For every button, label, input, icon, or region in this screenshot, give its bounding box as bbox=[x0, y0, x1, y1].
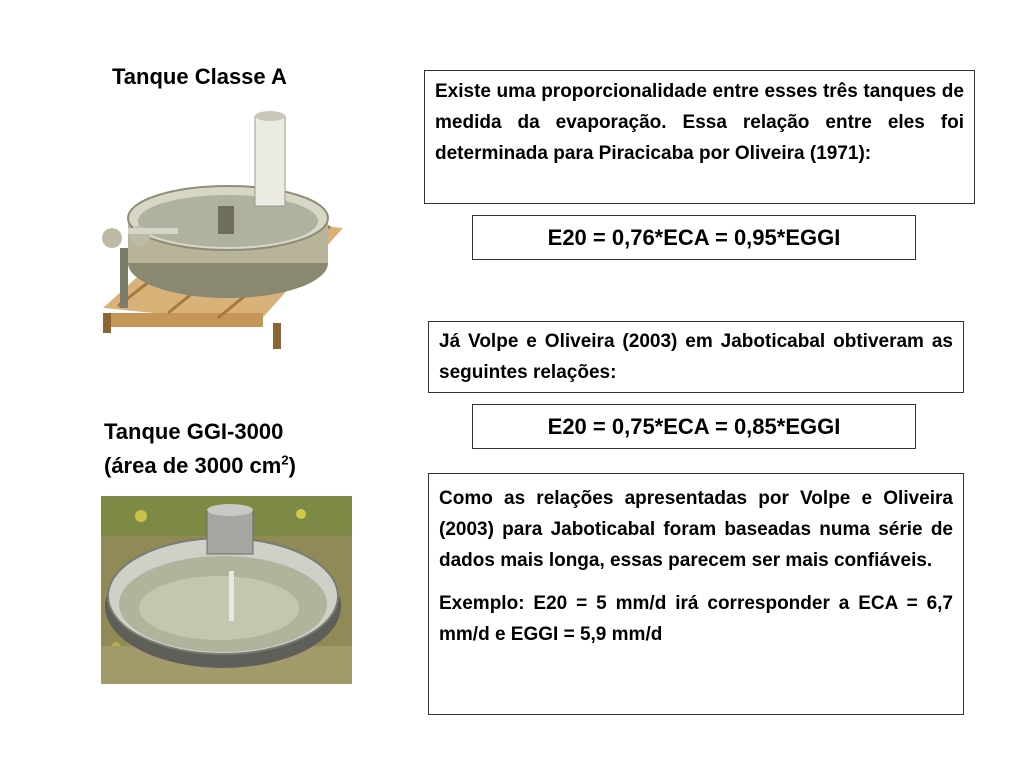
info-box-conclusao-paragraph1: Como as relações apresentadas por Volpe e Oliveira (2003) para Jaboticabal foram baseadas numa série de dados mais longa, essas parecem ser mais confiáveis. bbox=[439, 488, 953, 571]
equation-oliveira-1971-text: E20 = 0,76*ECA = 0,95*EGGI bbox=[547, 224, 841, 250]
tanque-ggi-title-line1: Tanque GGI-3000 bbox=[104, 419, 284, 444]
info-box-volpe-oliveira-text: Já Volpe e Oliveira (2003) em Jaboticabal obtiveram as seguintes relações: bbox=[439, 331, 953, 383]
tanque-ggi-photo bbox=[101, 496, 352, 684]
info-box-conclusao-paragraph2: Exemplo: E20 = 5 mm/d irá corresponder a ECA = 6,7 mm/d e EGGI = 5,9 mm/d bbox=[439, 593, 953, 645]
tanque-ggi-title-line2: (área de 3000 $cm^2$) bbox=[104, 452, 296, 478]
info-box-proporcionalidade-text: Existe uma proporcionalidade entre esses três tanques de medida da evaporação. Essa relação entre eles foi determinada para Piracicaba por Oliveira (1971): bbox=[435, 81, 964, 164]
equation-volpe-oliveira-2003-text: E20 = 0,75*ECA = 0,85*EGGI bbox=[547, 413, 841, 439]
info-box-conclusao bbox=[428, 473, 964, 715]
info-box-proporcionalidade bbox=[424, 70, 975, 204]
tanque-classe-a-title: Tanque Classe A bbox=[112, 64, 287, 89]
equation-volpe-oliveira-2003 bbox=[472, 404, 916, 449]
equation-oliveira-1971 bbox=[472, 215, 916, 260]
tanque-classe-a-photo bbox=[98, 108, 348, 353]
tanque-ggi-title bbox=[104, 415, 296, 483]
info-box-volpe-oliveira bbox=[428, 321, 964, 393]
